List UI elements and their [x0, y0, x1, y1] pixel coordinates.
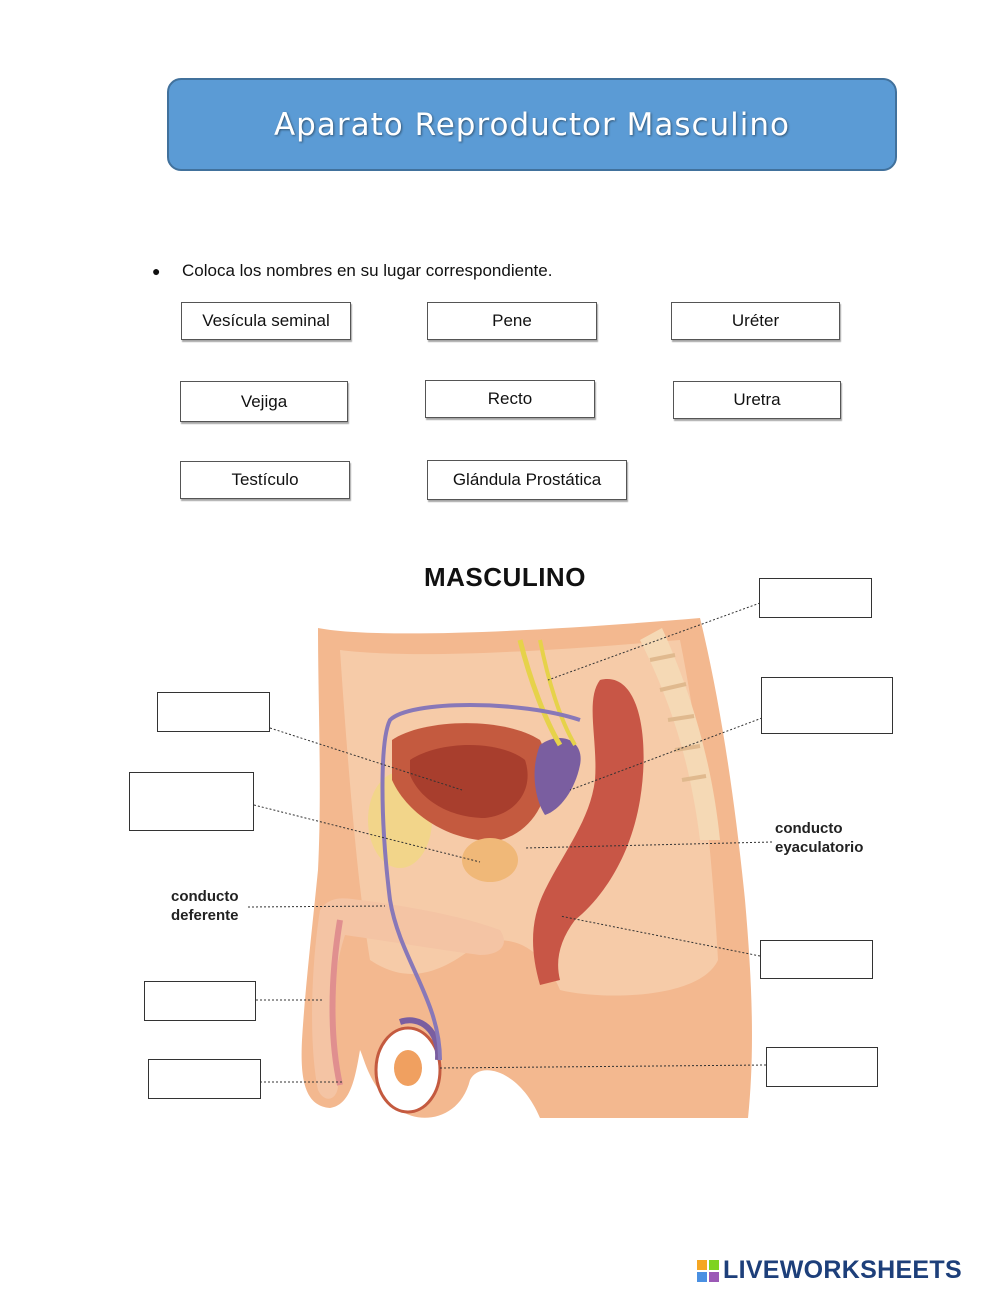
answer-box-bottom-left[interactable]	[148, 1059, 261, 1099]
diagram-title: MASCULINO	[424, 562, 586, 592]
liveworksheets-logo-icon	[697, 1260, 719, 1282]
label-conducto-eyaculatorio: conducto eyaculatorio	[775, 820, 864, 856]
word-vejiga[interactable]: Vejiga	[180, 381, 348, 422]
testicle-core	[394, 1050, 422, 1086]
word-recto[interactable]: Recto	[425, 380, 595, 418]
answer-box-bottom-right[interactable]	[766, 1047, 878, 1087]
word-glandula-prostatica[interactable]: Glándula Prostática	[427, 460, 627, 500]
answer-box-top-right[interactable]	[759, 578, 872, 618]
answer-box-lower-right[interactable]	[760, 940, 873, 979]
page-title: Aparato Reproductor Masculino	[273, 106, 791, 143]
word-uretra[interactable]: Uretra	[673, 381, 841, 419]
word-pene[interactable]: Pene	[427, 302, 597, 340]
prostate	[462, 838, 518, 882]
answer-box-middle-left[interactable]	[129, 772, 254, 831]
word-ureter[interactable]: Uréter	[671, 302, 840, 340]
answer-box-upper-right[interactable]	[761, 677, 893, 734]
answer-box-lower-left[interactable]	[144, 981, 256, 1021]
answer-box-upper-left[interactable]	[157, 692, 270, 732]
bullet-icon: ●	[152, 263, 161, 279]
footer-brand: LIVEWORKSHEETS	[723, 1256, 962, 1284]
word-vesicula-seminal[interactable]: Vesícula seminal	[181, 302, 351, 340]
instruction-text: Coloca los nombres en su lugar correspondiente.	[182, 261, 553, 280]
word-testiculo[interactable]: Testículo	[180, 461, 350, 499]
footer-logo	[697, 1256, 962, 1285]
label-conducto-deferente: conducto deferente	[171, 888, 239, 924]
